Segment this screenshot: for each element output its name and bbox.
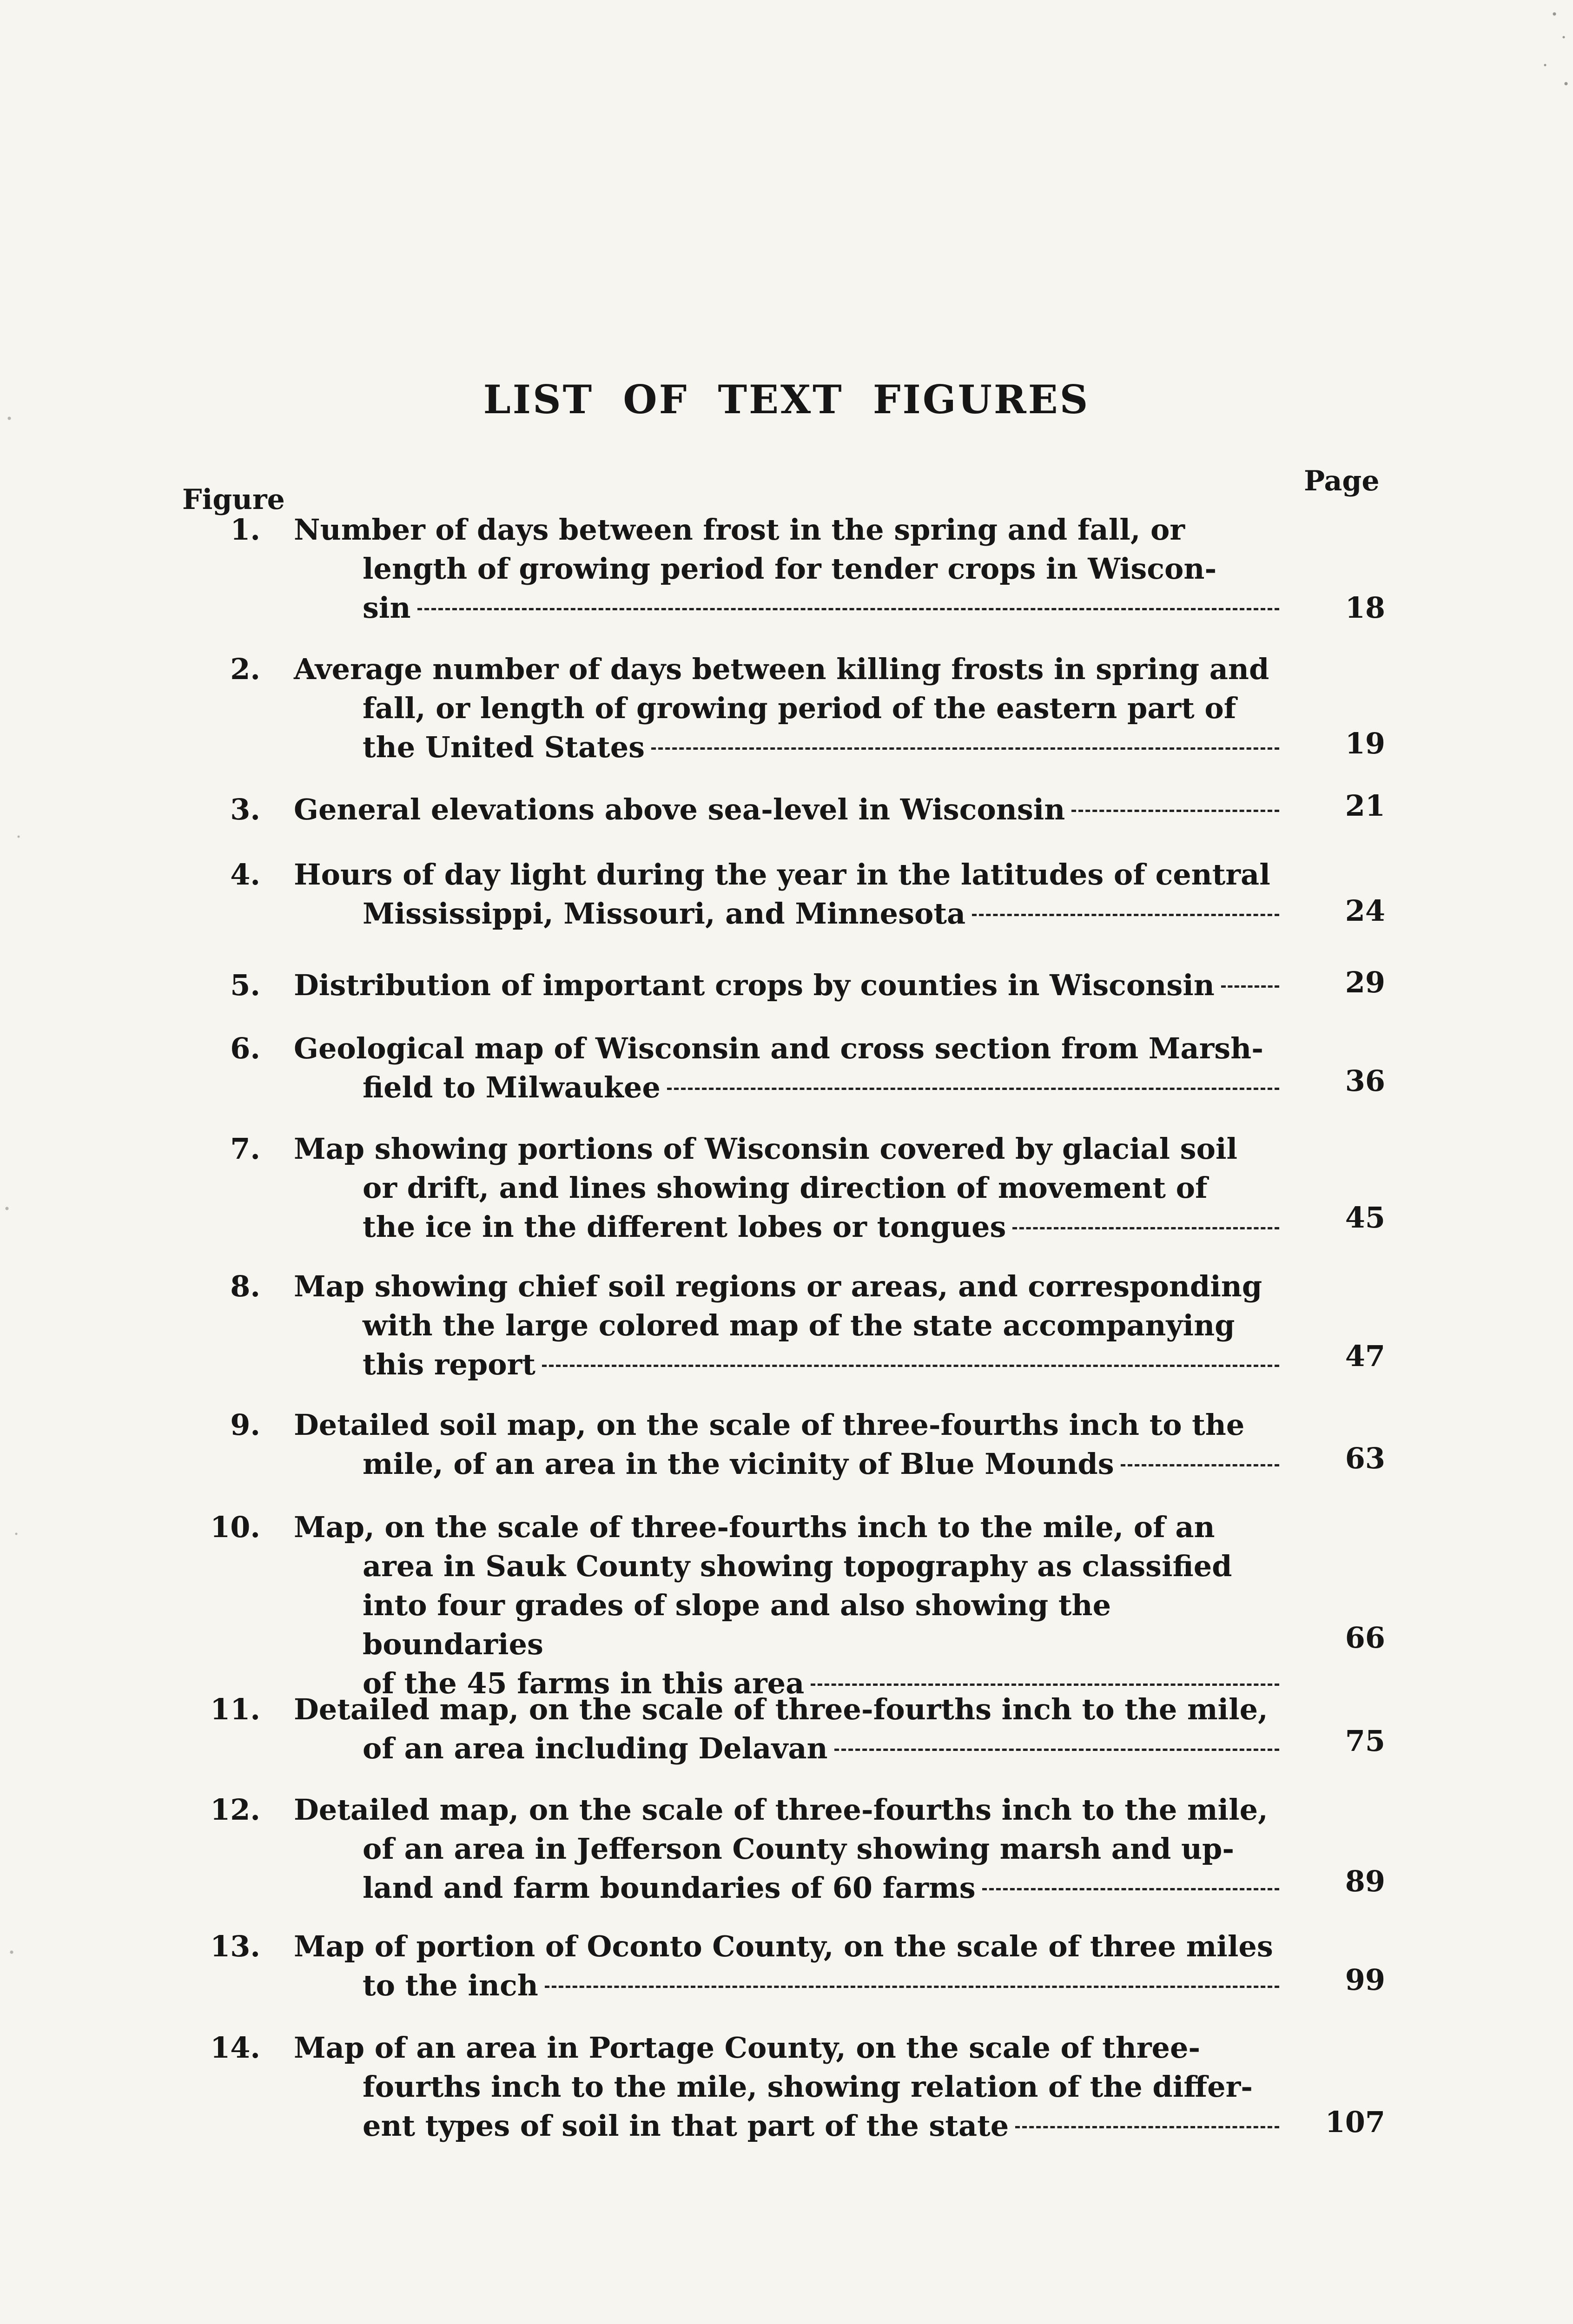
entry-line: fourths inch to the mile, showing relation of the differ- xyxy=(363,2070,1253,2104)
dot-leader xyxy=(545,1986,1279,1988)
figure-number: 5. xyxy=(230,968,260,1002)
page-number: 29 xyxy=(1345,965,1385,999)
figure-number: 10. xyxy=(210,1510,260,1544)
figure-number: 12. xyxy=(210,1793,260,1827)
entry-line: Map, on the scale of three-fourths inch to the mile, of an xyxy=(294,1510,1215,1544)
figure-number: 7. xyxy=(230,1132,260,1166)
entry-line: area in Sauk County showing topography as classified xyxy=(363,1549,1232,1583)
figure-number: 2. xyxy=(230,652,260,686)
figure-number: 6. xyxy=(230,1031,260,1065)
entry-line: of an area including Delavan xyxy=(363,1731,828,1765)
dot-leader xyxy=(834,1749,1279,1751)
entry-line: fall, or length of growing period of the eastern part of xyxy=(363,691,1236,725)
entry-line: Map showing chief soil regions or areas, and corresponding xyxy=(294,1269,1262,1303)
entry-line: Map of portion of Oconto County, on the scale of three miles xyxy=(294,1929,1273,1963)
page-title: LIST OF TEXT FIGURES xyxy=(483,376,1090,423)
entry-line: Hours of day light during the year in the latitudes of central xyxy=(294,858,1270,891)
page-number: 18 xyxy=(1345,591,1385,625)
figure-number: 9. xyxy=(230,1408,260,1442)
scan-speckle-left xyxy=(0,0,33,2324)
entry-line: to the inch xyxy=(363,1968,538,2002)
page-number: 24 xyxy=(1345,894,1385,928)
dot-leader xyxy=(1012,1227,1279,1229)
entry-line: Number of days between frost in the spring and fall, or xyxy=(294,513,1185,547)
page-number: 47 xyxy=(1345,1339,1385,1373)
dot-leader xyxy=(667,1088,1279,1090)
entry-line: Mississippi, Missouri, and Minnesota xyxy=(363,897,966,931)
dot-leader xyxy=(1221,985,1279,988)
page-number: 36 xyxy=(1345,1064,1385,1098)
entry-line: Map of an area in Portage County, on the scale of three- xyxy=(294,2031,1201,2065)
entry-line: Average number of days between killing frosts in spring and xyxy=(294,652,1269,686)
figure-number: 3. xyxy=(230,792,260,826)
page-column-header: Page xyxy=(1304,465,1380,497)
dot-leader xyxy=(1121,1464,1279,1466)
entry-line: or drift, and lines showing direction of movement of xyxy=(363,1171,1208,1205)
page-number: 75 xyxy=(1345,1724,1385,1758)
scan-speckle-corner xyxy=(1508,0,1573,102)
entry-line: land and farm boundaries of 60 farms xyxy=(363,1871,976,1905)
dot-leader xyxy=(811,1684,1279,1686)
entry-line: the United States xyxy=(363,730,645,764)
page-number: 21 xyxy=(1345,789,1385,823)
figure-number: 8. xyxy=(230,1269,260,1303)
figure-number: 11. xyxy=(210,1692,260,1726)
dot-leader xyxy=(972,914,1279,916)
entry-line: ent types of soil in that part of the state xyxy=(363,2109,1009,2143)
entry-line: with the large colored map of the state accompanying xyxy=(363,1308,1235,1342)
figure-number: 14. xyxy=(210,2031,260,2065)
figure-column-header: Figure xyxy=(182,483,285,516)
entry-line: Distribution of important crops by counties in Wisconsin xyxy=(294,968,1215,1002)
entry-line: this report xyxy=(363,1347,535,1381)
dot-leader xyxy=(651,747,1279,750)
entry-line: of an area in Jefferson County showing marsh and up- xyxy=(363,1832,1235,1866)
dot-leader xyxy=(1015,2126,1279,2128)
page-number: 66 xyxy=(1345,1621,1385,1655)
page-number: 45 xyxy=(1345,1201,1385,1235)
entry-line: General elevations above sea-level in Wisconsin xyxy=(294,792,1065,826)
entry-line: length of growing period for tender crops in Wiscon- xyxy=(363,552,1217,586)
dot-leader xyxy=(417,608,1279,610)
figure-number: 13. xyxy=(210,1929,260,1963)
page-number: 89 xyxy=(1345,1864,1385,1898)
entry-line: Detailed map, on the scale of three-fourths inch to the mile, xyxy=(294,1793,1268,1827)
figure-number: 4. xyxy=(230,858,260,891)
figure-number: 1. xyxy=(230,513,260,547)
entry-line: Detailed soil map, on the scale of three-fourths inch to the xyxy=(294,1408,1245,1442)
dot-leader xyxy=(982,1888,1279,1890)
entry-line: into four grades of slope and also showing the boundaries xyxy=(363,1588,1111,1661)
entry-line: Geological map of Wisconsin and cross section from Marsh- xyxy=(294,1031,1263,1065)
dot-leader xyxy=(1071,810,1279,812)
entry-line: sin xyxy=(363,591,411,625)
entry-line: the ice in the different lobes or tongues xyxy=(363,1210,1006,1244)
page-number: 19 xyxy=(1345,726,1385,760)
entry-line: Map showing portions of Wisconsin covered by glacial soil xyxy=(294,1132,1238,1166)
entry-line: field to Milwaukee xyxy=(363,1070,661,1104)
entry-line: Detailed map, on the scale of three-fourths inch to the mile, xyxy=(294,1692,1268,1726)
page-number: 99 xyxy=(1345,1963,1385,1997)
page-number: 63 xyxy=(1345,1441,1385,1475)
page-number: 107 xyxy=(1325,2105,1385,2139)
entry-line: mile, of an area in the vicinity of Blue Mounds xyxy=(363,1447,1114,1481)
entry-line: of the 45 farms in this area xyxy=(363,1666,805,1700)
dot-leader xyxy=(542,1365,1279,1367)
